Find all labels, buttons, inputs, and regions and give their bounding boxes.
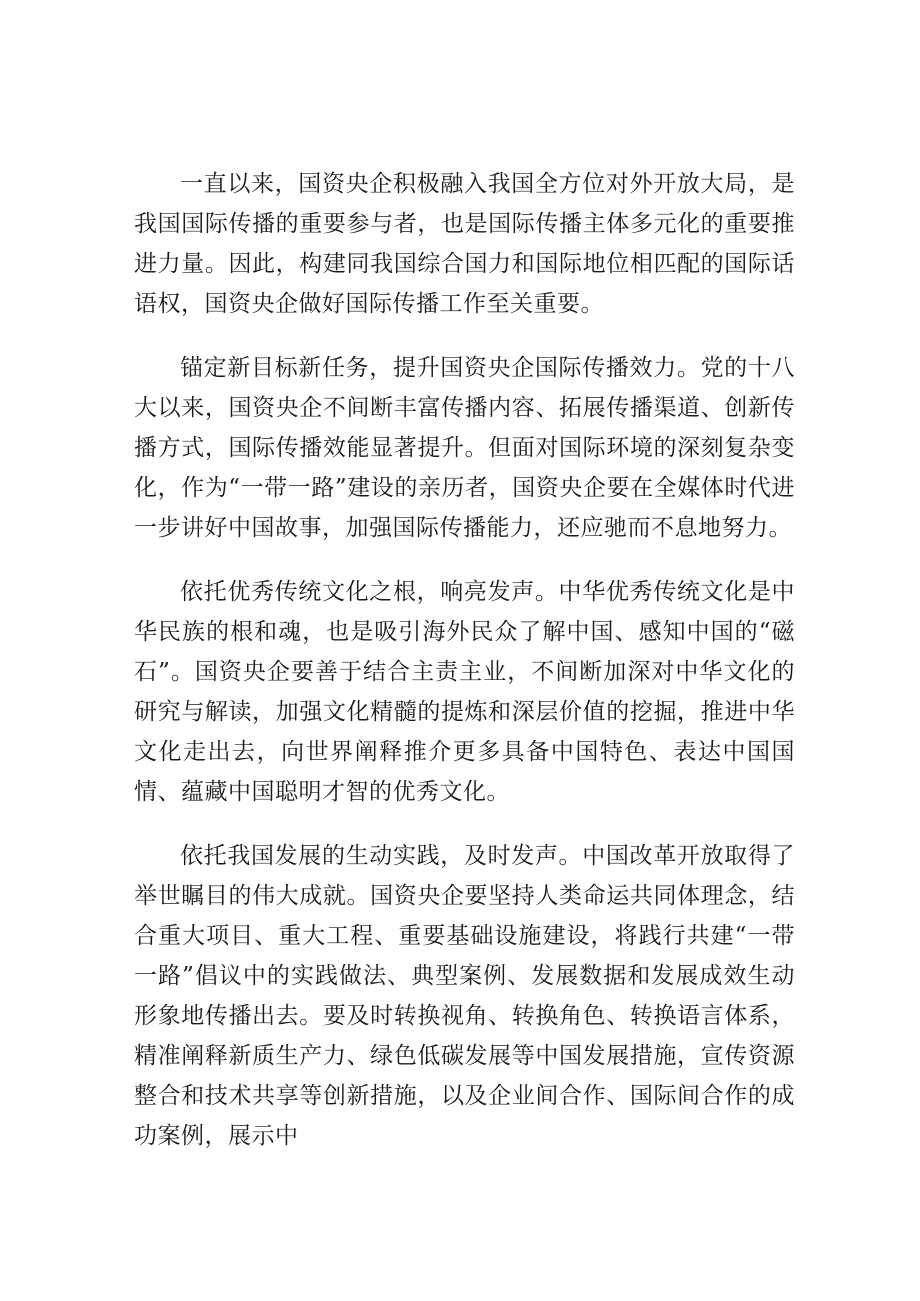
paragraph-1: 一直以来，国资央企积极融入我国全方位对外开放大局，是我国国际传播的重要参与者，也是国际传播主体多元化的重要推进力量。因此，构建同我国综合国力和国际地位相匹配的国际话语权，国资央企做好国际传播工作至关重要。 (134, 171, 795, 317)
paragraph-3: 依托优秀传统文化之根，响亮发声。中华优秀传统文化是中华民族的根和魂，也是吸引海外民众了解中国、感知中国的“磁石”。国资央企要善于结合主责主业，不间断加深对中华文化的研究与解读，加强文化精髓的提炼和深层价值的挖掘，推进中华文化走出去，向世界阐释推介更多具备中国特色、表达中国国情、蕴藏中国聪明才智的优秀文化。 (134, 579, 795, 805)
paragraph-4: 依托我国发展的生动实践，及时发声。中国改革开放取得了举世瞩目的伟大成就。国资央企要坚持人类命运共同体理念，结合重大项目、重大工程、重要基础设施建设，将践行共建“一带一路”倡议中的实践做法、典型案例、发展数据和发展成效生动形象地传播出去。要及时转换视角、转换角色、转换语言体系，精准阐释新质生产力、绿色低碳发展等中国发展措施，宣传资源整合和技术共享等创新措施，以及企业间合作、国际间合作的成功案例，展示中 (134, 843, 795, 1149)
paragraph-2: 锚定新目标新任务，提升国资央企国际传播效力。党的十八大以来，国资央企不间断丰富传播内容、拓展传播渠道、创新传播方式，国际传播效能显著提升。但面对国际环境的深刻复杂变化，作为“一带一路”建设的亲历者，国资央企要在全媒体时代进一步讲好中国故事，加强国际传播能力，还应驰而不息地努力。 (134, 355, 795, 541)
document-body (134, 164, 795, 1180)
